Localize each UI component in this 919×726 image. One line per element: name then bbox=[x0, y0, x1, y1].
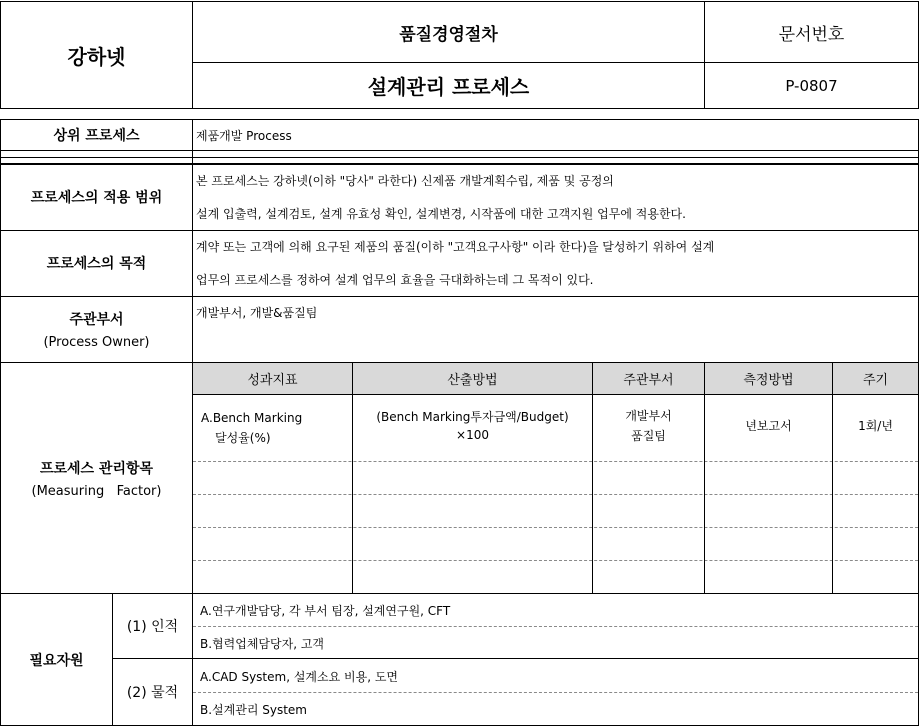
human-resource-b: B.협력업체담당자, 고객 bbox=[200, 637, 325, 651]
doc-number-label: 문서번호 bbox=[778, 24, 845, 45]
rule bbox=[832, 363, 833, 593]
kpi-line-2: 달성율(%) bbox=[215, 431, 271, 445]
parent-process-label: 상위 프로세스 bbox=[53, 128, 140, 144]
scope-line-1: 본 프로세스는 강하넷(이하 "당사" 라한다) 신제품 개발계획수립, 제품 및 공정의 bbox=[196, 174, 614, 188]
rule bbox=[193, 626, 918, 627]
dept-line-2: 품질팀 bbox=[631, 428, 666, 443]
doc-number: P-0807 bbox=[785, 76, 838, 95]
col-measure: 측정방법 bbox=[743, 373, 794, 388]
company-name: 강하넷 bbox=[67, 44, 126, 69]
col-kpi: 성과지표 bbox=[247, 373, 298, 388]
material-resource-a: A.CAD System, 설계소요 비용, 도면 bbox=[200, 670, 399, 684]
rule bbox=[192, 62, 919, 63]
rule bbox=[0, 157, 919, 158]
rule bbox=[193, 494, 918, 495]
rule bbox=[0, 1, 919, 2]
material-resources-label: (2) 물적 bbox=[126, 685, 179, 701]
purpose-line-2: 업무의 프로세스를 정하여 설계 업무의 효율을 극대화하는데 그 목적이 있다. bbox=[196, 273, 594, 287]
parent-process-value: 제품개발 Process bbox=[196, 128, 292, 143]
scope-label: 프로세스의 적용 범위 bbox=[30, 190, 163, 206]
purpose-line-1: 계약 또는 고객에 의해 요구된 제품의 품질(이하 "고객요구사항" 이라 한다)을 달성하기 위하여 설계 bbox=[196, 240, 715, 254]
rule bbox=[704, 363, 705, 593]
measuring-label-block bbox=[1, 363, 192, 593]
rule bbox=[112, 593, 113, 726]
kpi-line-1: A.Bench Marking bbox=[201, 411, 303, 425]
measuring-label-en: (Measuring Factor) bbox=[31, 483, 162, 499]
doc-type-title: 품질경영절차 bbox=[399, 24, 498, 45]
rule bbox=[193, 461, 918, 462]
owner-label-block bbox=[1, 297, 192, 361]
scope-line-2: 설계 입출력, 설계검토, 설계 유효성 확인, 설계변경, 시작품에 대한 고객지원 업무에 적용한다. bbox=[196, 207, 686, 221]
rule bbox=[704, 1, 705, 109]
col-dept: 주관부서 bbox=[623, 373, 674, 388]
rule bbox=[192, 119, 193, 726]
purpose-label: 프로세스의 목적 bbox=[46, 256, 147, 272]
dept-line-1: 개발부서 bbox=[625, 408, 672, 423]
rule bbox=[112, 658, 919, 659]
rule bbox=[0, 150, 919, 151]
col-cycle: 주기 bbox=[862, 373, 889, 388]
human-resource-a: A.연구개발담당, 각 부서 팀장, 설계연구원, CFT bbox=[200, 604, 451, 618]
measure-cell: 년보고서 bbox=[745, 418, 792, 433]
owner-label: 주관부서 bbox=[69, 311, 124, 328]
measuring-label: 프로세스 관리항목 bbox=[39, 460, 154, 477]
material-resource-b: B.설계관리 System bbox=[200, 703, 307, 717]
rule bbox=[193, 692, 918, 693]
rule bbox=[592, 363, 593, 593]
col-method: 산출방법 bbox=[447, 373, 498, 388]
dept-cell bbox=[593, 400, 704, 450]
rule bbox=[193, 560, 918, 561]
process-title: 설계관리 프로세스 bbox=[367, 75, 530, 99]
cycle-cell: 1회/년 bbox=[858, 418, 893, 433]
resources-label: 필요자원 bbox=[29, 652, 84, 669]
rule bbox=[192, 1, 193, 109]
method-cell bbox=[353, 400, 592, 450]
owner-value: 개발부서, 개발&품질팀 bbox=[196, 306, 318, 320]
rule bbox=[0, 119, 919, 120]
rule bbox=[0, 108, 919, 109]
method-line-2: ×100 bbox=[456, 428, 489, 442]
rule bbox=[352, 363, 353, 593]
human-resources-label: (1) 인적 bbox=[126, 619, 179, 635]
owner-label-en: (Process Owner) bbox=[43, 334, 150, 350]
rule bbox=[0, 119, 1, 726]
rule bbox=[0, 1, 1, 109]
method-line-1: (Bench Marking투자금액/Budget) bbox=[376, 410, 569, 424]
rule bbox=[193, 527, 918, 528]
rule bbox=[192, 394, 919, 395]
